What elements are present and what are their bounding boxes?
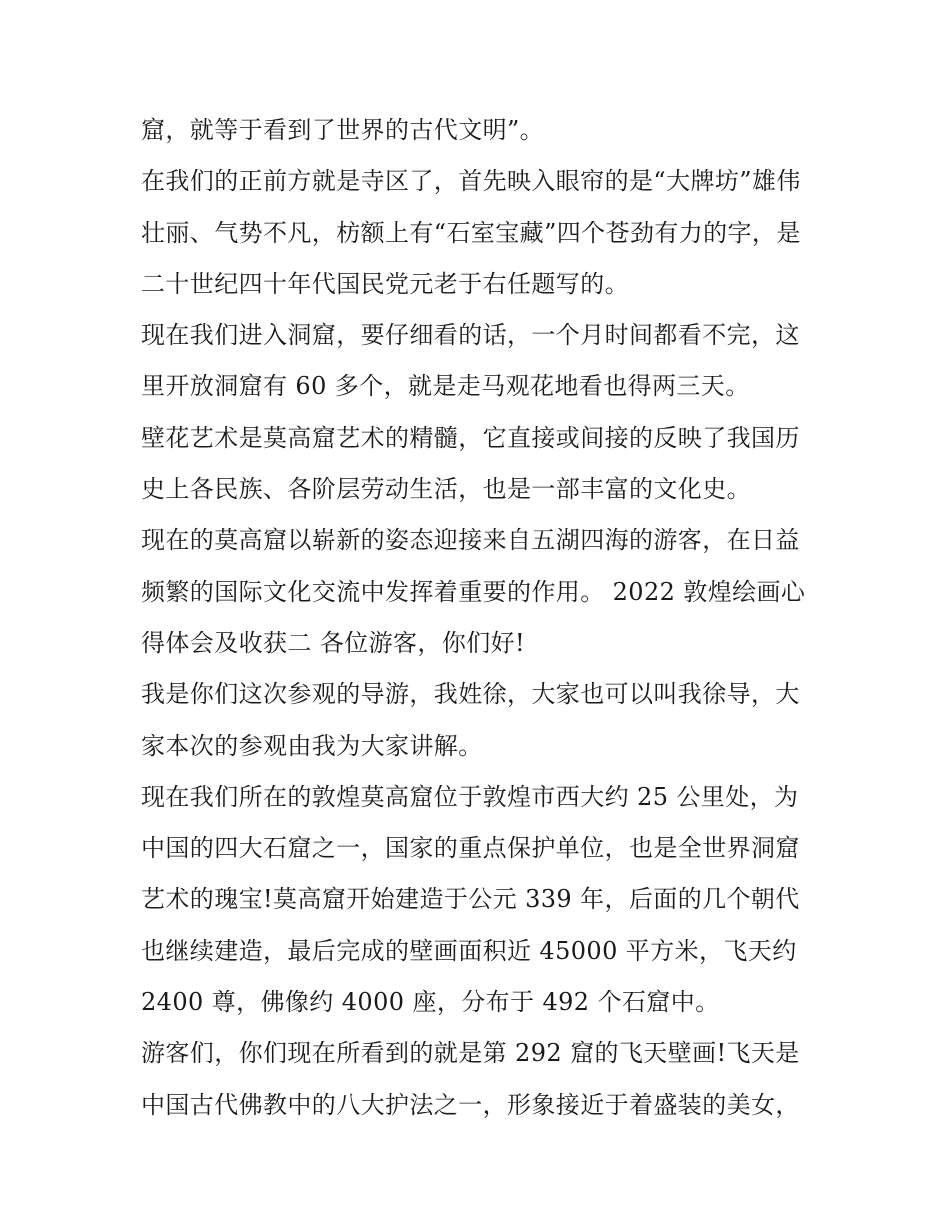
text-line: 窟，就等于看到了世界的古代文明”。	[141, 116, 545, 144]
text-line: 家本次的参观由我为大家讲解。	[141, 731, 483, 760]
text-line: 得体会及收获二 各位游客，你们好!	[141, 628, 526, 657]
text-line: 现在我们所在的敦煌莫高窟位于敦煌市西大约 25 公里处，为	[141, 782, 799, 811]
text-line: 游客们，你们现在所看到的就是第 292 窟的飞天壁画!飞天是	[141, 1039, 800, 1068]
text-line: 壮丽、气势不凡，枋额上有“石室宝藏”四个苍劲有力的字，是	[141, 218, 801, 247]
text-line: 里开放洞窟有 60 多个，就是走马观花地看也得两三天。	[141, 372, 750, 401]
text-line: 史上各民族、各阶层劳动生活，也是一部丰富的文化史。	[141, 475, 751, 504]
text-line: 在我们的正前方就是寺区了，首先映入眼帘的是“大牌坊”雄伟	[141, 167, 801, 196]
text-line: 艺术的瑰宝!莫高窟开始建造于公元 339 年，后面的几个朝代	[141, 885, 800, 914]
text-line: 中国古代佛教中的八大护法之一，形象接近于着盛装的美女，	[141, 1090, 800, 1119]
text-line: 频繁的国际文化交流中发挥着重要的作用。 2022 敦煌绘画心	[141, 577, 806, 606]
text-line: 现在我们进入洞窟，要仔细看的话，一个月时间都看不完，这	[141, 321, 800, 350]
text-line: 二十世纪四十年代国民党元老于右任题写的。	[141, 269, 629, 298]
text-line: 中国的四大石窟之一，国家的重点保护单位，也是全世界洞窟	[141, 834, 800, 863]
text-line: 也继续建造，最后完成的壁画面积近 45000 平方米，飞天约	[141, 936, 797, 965]
document-body	[141, 105, 821, 1131]
text-line: 2400 尊，佛像约 4000 座，分布于 492 个石窟中。	[141, 988, 720, 1017]
text-line: 壁花艺术是莫高窟艺术的精髓，它直接或间接的反映了我国历	[141, 423, 800, 452]
text-line: 我是你们这次参观的导游，我姓徐，大家也可以叫我徐导，大	[141, 680, 800, 709]
text-line: 现在的莫高窟以崭新的姿态迎接来自五湖四海的游客，在日益	[141, 526, 800, 555]
